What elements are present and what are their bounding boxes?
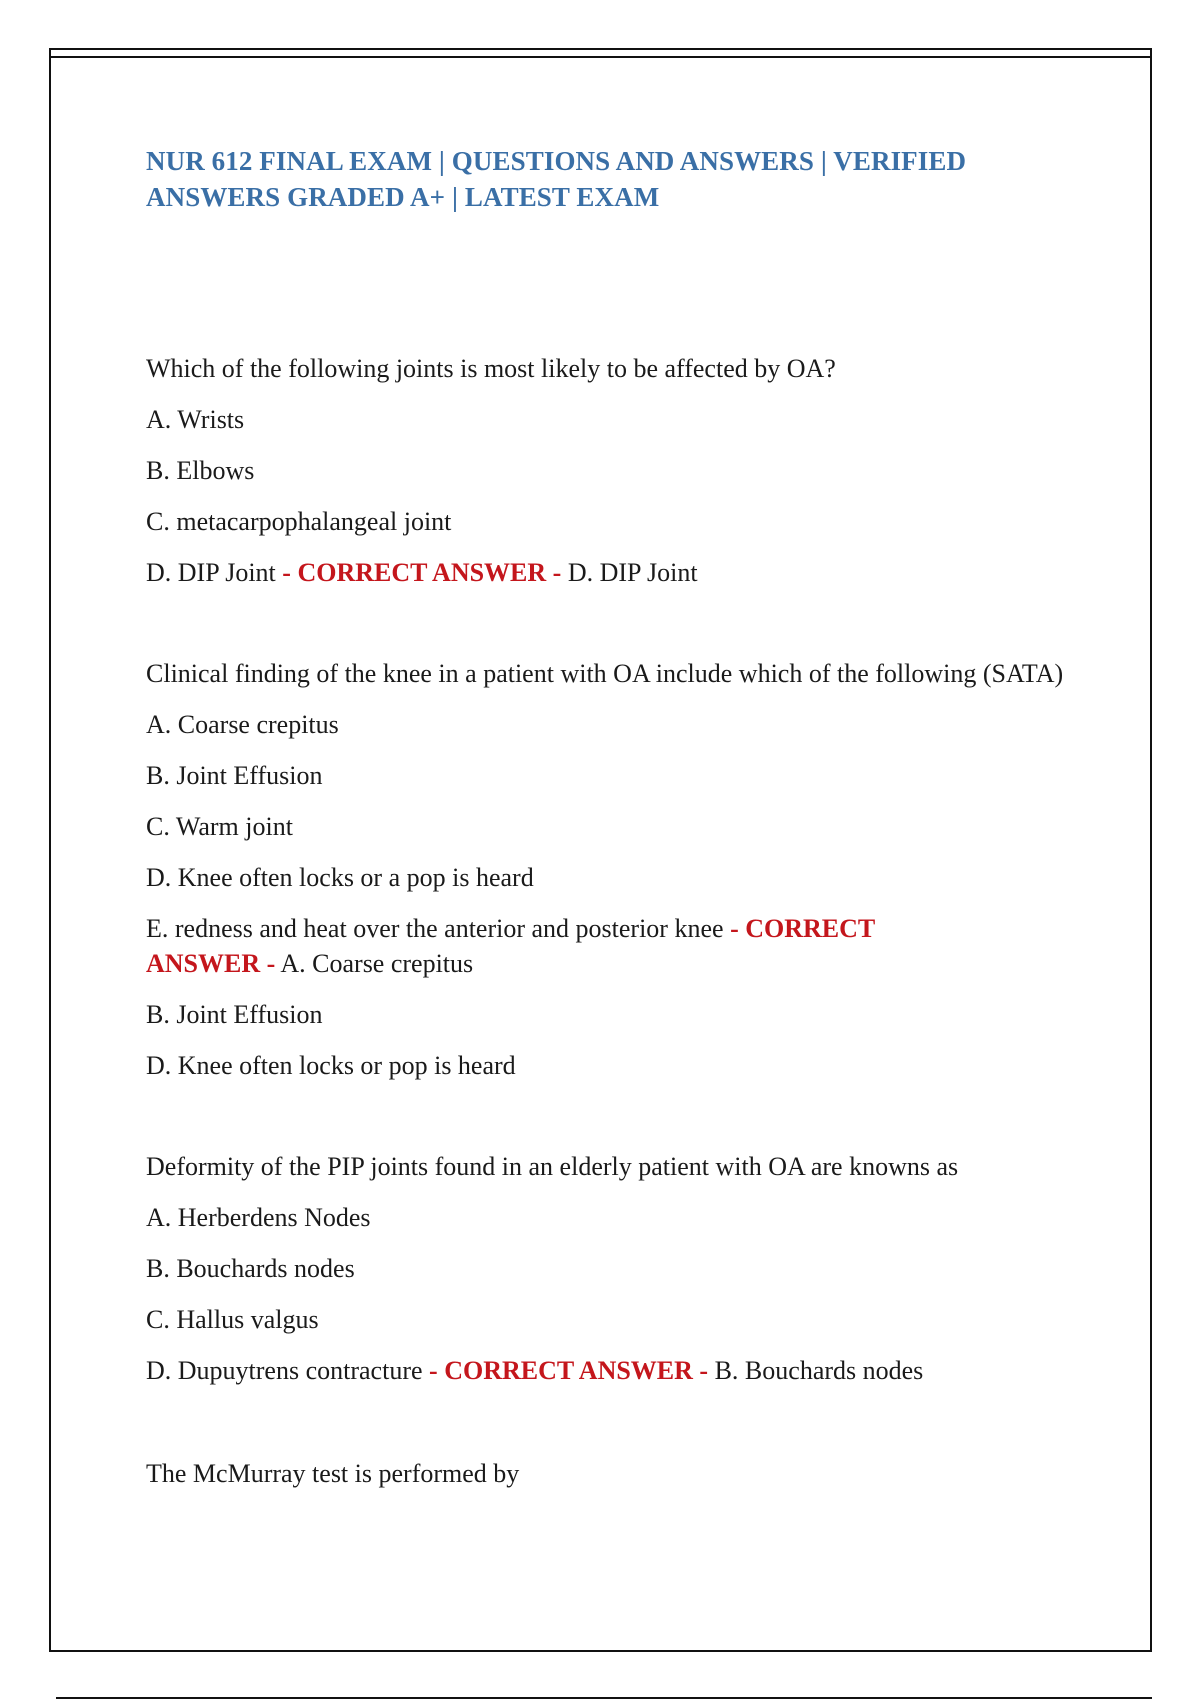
page-border-top-rule	[51, 56, 1150, 58]
question-3-answer-1: B. Bouchards nodes	[714, 1356, 924, 1385]
page-bottom-rule	[56, 1697, 1152, 1699]
question-1-option-d-text: D. DIP Joint	[146, 558, 276, 587]
question-3-option-a: A. Herberdens Nodes	[146, 1203, 371, 1232]
question-2-answer-3: D. Knee often locks or pop is heard	[146, 1051, 516, 1080]
question-3-option-b: B. Bouchards nodes	[146, 1254, 355, 1283]
question-2-answer-2: B. Joint Effusion	[146, 1000, 323, 1029]
question-1-text: Which of the following joints is most likely to be affected by OA?	[146, 354, 836, 383]
question-2-option-b: B. Joint Effusion	[146, 761, 323, 790]
question-1-answer-1: D. DIP Joint	[567, 558, 698, 587]
question-3	[146, 1149, 1076, 1388]
question-2-text: Clinical finding of the knee in a patient with OA include which of the following (SATA)	[146, 659, 1064, 688]
question-1	[146, 351, 1076, 590]
question-3-text: Deformity of the PIP joints found in an elderly patient with OA are knowns as	[146, 1152, 959, 1181]
document-body	[146, 143, 1076, 1491]
question-2-answer-1: A. Coarse crepitus	[280, 949, 474, 978]
question-1-option-d	[146, 555, 1076, 590]
question-3-option-c: C. Hallus valgus	[146, 1305, 319, 1334]
question-2-option-e	[146, 911, 966, 981]
question-1-option-a: A. Wrists	[146, 405, 245, 434]
question-2-option-a: A. Coarse crepitus	[146, 710, 339, 739]
question-2-answer-marker: - CORRECT ANSWER -	[146, 914, 875, 978]
question-2-option-d: D. Knee often locks or a pop is heard	[146, 863, 534, 892]
question-3-option-d	[146, 1353, 1076, 1388]
question-1-option-c: C. metacarpophalangeal joint	[146, 507, 452, 536]
document-title: NUR 612 FINAL EXAM | QUESTIONS AND ANSWERS | VERIFIED ANSWERS GRADED A+ | LATEST EXAM	[146, 146, 967, 212]
question-1-answer-marker: - CORRECT ANSWER -	[282, 558, 562, 587]
question-4-text: The McMurray test is performed by	[146, 1459, 520, 1488]
question-2	[146, 656, 1076, 1083]
question-1-option-b: B. Elbows	[146, 456, 255, 485]
question-3-answer-marker: - CORRECT ANSWER -	[429, 1356, 709, 1385]
question-2-option-c: C. Warm joint	[146, 812, 293, 841]
question-4	[146, 1456, 1076, 1491]
question-3-option-d-text: D. Dupuytrens contracture	[146, 1356, 423, 1385]
question-2-option-e-text: E. redness and heat over the anterior and posterior knee	[146, 914, 724, 943]
